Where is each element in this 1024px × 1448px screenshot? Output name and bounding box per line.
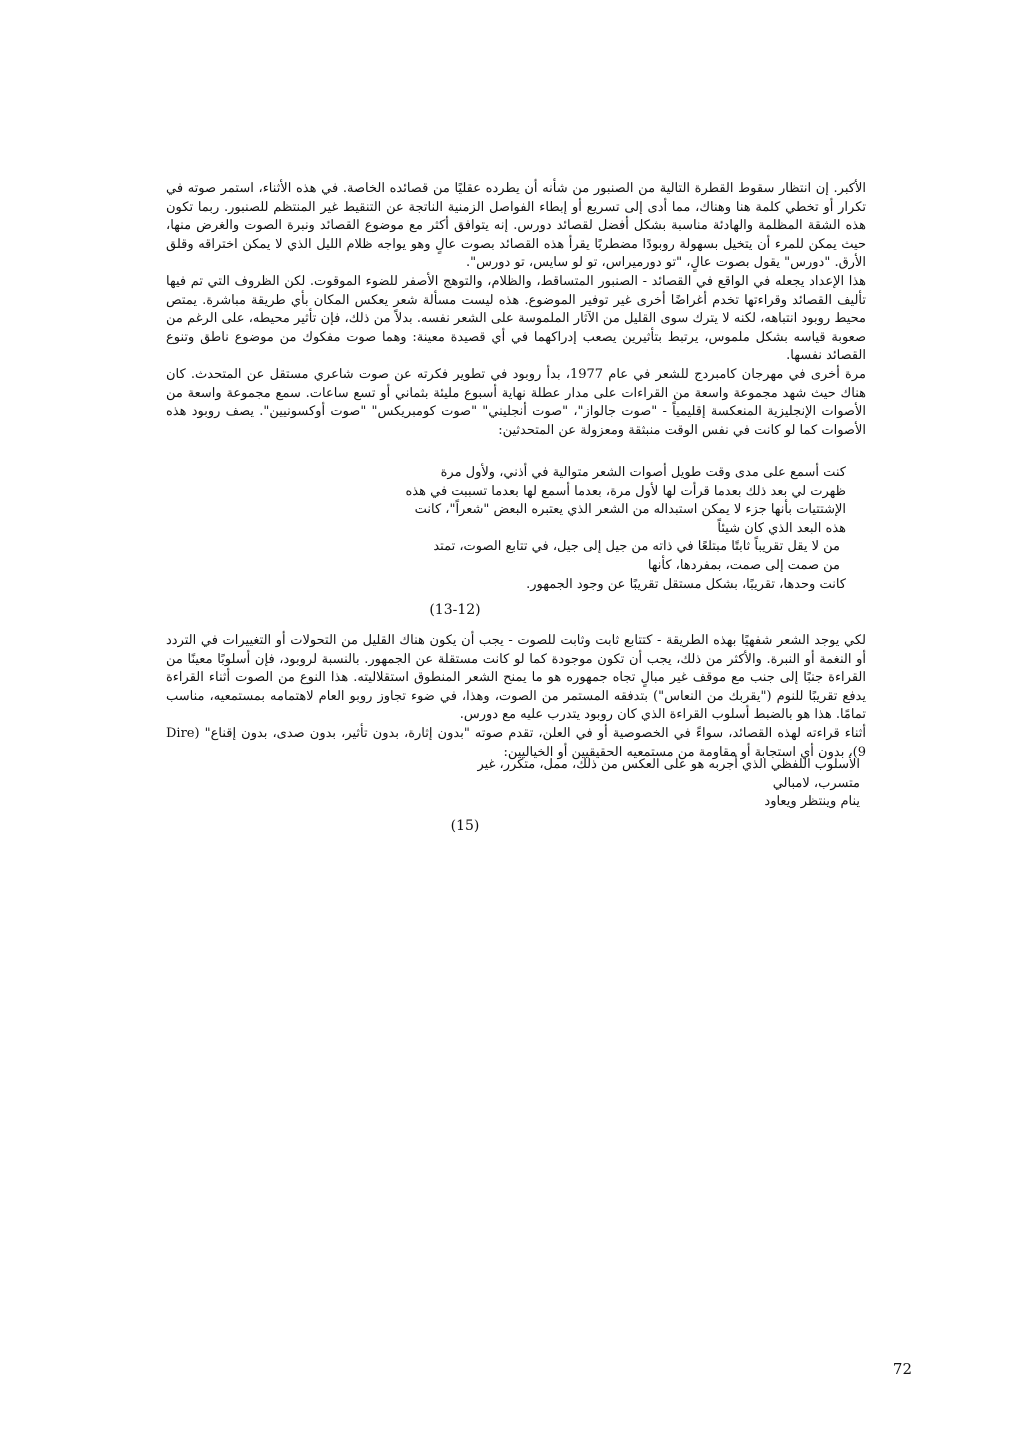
- paragraph-2: هذا الإعداد يجعله في الواقع في القصائد - الصنبور المتساقط، والظلام، والتوهج الأصفر للضوء الموقوت. لكن الظروف التي تم فيها تأليف القصائد وقراءتها تخدم أغراضًا أخرى غير توفير الموضوع. هذه ليست مسألة شعر يعكس المكان بأي طريقة مباشرة. يمتص محيط روبود انتباهه، لكنه لا يترك سوى القليل من الآثار الملموسة على الشعر نفسه. بدلاً من ذلك، فإن تأثير محيطه، على الرغم من صعوبة قياسه بشكل ملموس، يرتبط بتأثيرين يصعب إدراكهما في أي قصيدة معينة: وهما صوت مفكوك من موضوع ناطق وتنوع القصائد نفسها.: [166, 273, 866, 364]
- poem-1-line-5: من لا يقل تقريباً ثابتًا مبتلعًا في ذاته من جيل إلى جيل، في تتابع الصوت، تمتد: [433, 539, 840, 555]
- body-text-top: [166, 180, 866, 440]
- poem-1-line-3: الإشتتيات بأنها جزء لا يمكن استبداله من الشعر الذي يعتبره البعض "شعراً"، كانت: [414, 502, 846, 518]
- poem-1-line-6: من صمت إلى صمت، بمفردها، كأنها: [647, 557, 840, 573]
- paragraph-1: الأكبر. إن انتظار سقوط القطرة التالية من الصنبور من شأنه أن يطرده عقليًا من قصائده الخاصة. في هذه الأثناء، استمر صوته في تكرار أو تخطي كلمة هنا وهناك، مما أدى إلى تسريع أو إبطاء الفواصل الزمنية الناتجة عن التنقيط غير المنتظم للصنبور. ربما تكون هذه الشقة المظلمة والهادئة مناسبة بشكل أفضل لقصائد دورس. إنه يتوافق أكثر مع موضوع القصائد ونبرة الصوت والغرض منها، حيث يمكن للمرء أن يتخيل بسهولة روبودًا مضطربًا يقرأ هذه القصائد بصوت عالٍ وهو يواجه ظلام الليل الذي لا يمكن اختراقه وقلق الأرق. "دورس" يقول بصوت عالٍ، "تو دورميراس، تو لو سايس، تو دورس".: [166, 181, 866, 271]
- poem-2-line-3: ينام وينتظر ويعاود: [764, 794, 860, 810]
- poem-2-line-2: متسرب، لامبالي: [772, 775, 860, 791]
- block-quote-poem-2: [400, 756, 860, 812]
- poem-1-line-1: كنت أسمع على مدى وقت طويل أصوات الشعر متوالية في أذني، ولأول مرة: [440, 465, 846, 480]
- poem-2-line-1: الأسلوب اللفظي الذي أجربه هو على العكس من ذلك، ممل، متكرر، غير: [477, 757, 860, 772]
- poem-1-line-7: كانت وحدها، تقريبًا، بشكل مستقل تقريبًا عن وجود الجمهور.: [526, 576, 846, 592]
- body-text-bottom: [166, 632, 866, 762]
- poem-1-line-4: هذه البعد الذي كان شيئاً: [717, 520, 846, 536]
- poem-1-line-2: ظهرت لي بعد ذلك بعدما قرأت لها لأول مرة، بعدما أسمع لها بعدما تسببت في هذه: [405, 483, 846, 499]
- page-number: 72: [892, 1360, 912, 1378]
- paragraph-5: أثناء قراءته لهذه القصائد، سواءً في الخصوصية أو في العلن، تقدم صوته "بدون إثارة، بدون تأثير، بدون صدى، بدون إقناع" (Dire 9)، بدون أي استجابة أو مقاومة من مستمعيه الحقيقيين أو الخياليين:: [166, 725, 866, 760]
- block-quote-poem-1: [380, 464, 846, 594]
- paragraph-4: لكي يوجد الشعر شفهيًا بهذه الطريقة - كتتابع ثابت وثابت للصوت - يجب أن يكون هناك القليل من التحولات أو التغييرات في التردد أو النغمة أو النبرة. والأكثر من ذلك، يجب أن تكون موجودة كما لو كانت مستقلة عن الجمهور. بالنسبة لروبود، فإن أسلوبًا معينًا من القراءة جنبًا إلى جنب مع موقف غير مبالٍ تجاه جمهوره هو ما يمنح الشعر المنطوق استقلاليته. هذا النوع من الصوت أثناء القراءة يدفع تقريبًا للنوم ("يقربك من النعاس") بتدفقه المستمر من الصوت، وهذا، في ضوء تجاوز روبو العام لاهتمامه بمستمعيه، مناسب تمامًا. هذا هو بالضبط أسلوب القراءة الذي كان روبود يتدرب عليه مع دورس.: [166, 633, 866, 723]
- citation-1: (13-12): [429, 602, 481, 618]
- citation-2: (15): [450, 818, 480, 834]
- paragraph-3: مرة أخرى في مهرجان كامبردج للشعر في عام 1977، بدأ روبود في تطوير فكرته عن صوت شاعري مستقل عن المتحدث. كان هناك حيث شهد مجموعة واسعة من القراءات على مدار عطلة نهاية أسبوع مليئة بثماني أو تسع ساعات. سمع مجموعة واسعة من الأصوات الإنجليزية المنعكسة إقليمياً - "صوت جالواز"، "صوت أنجليني" "صوت كومبريكس" "صوت أوكسونيين". يصف روبود هذه الأصوات كما لو كانت في نفس الوقت منبثقة ومعزولة عن المتحدثين:: [166, 366, 866, 438]
